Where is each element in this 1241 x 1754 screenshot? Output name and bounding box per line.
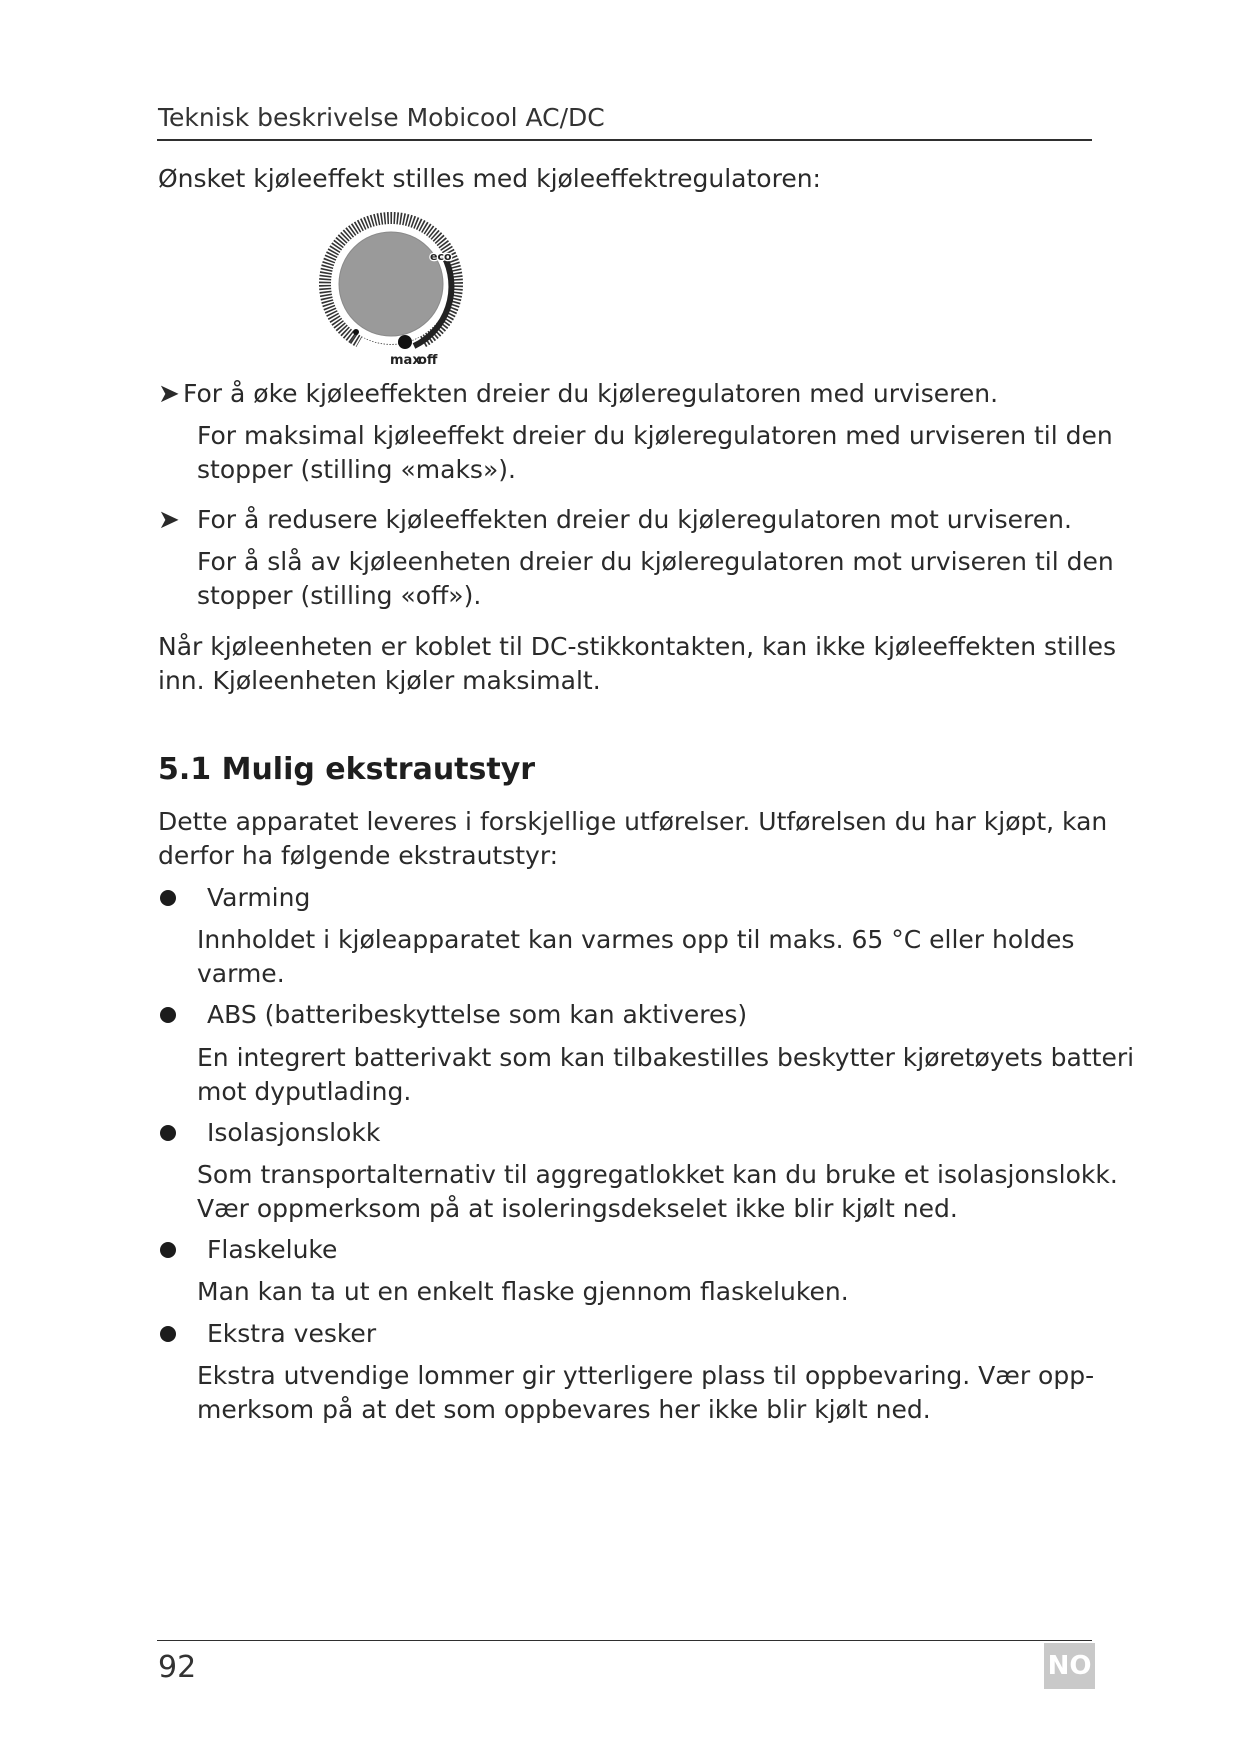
section-heading: 5.1 Mulig ekstrautstyr: [158, 752, 536, 787]
list-bullet-dot: [160, 1242, 176, 1258]
running-header: Teknisk beskrivelse Mobicool AC/DC: [158, 103, 605, 132]
instruction-detail: stopper (stilling «maks»).: [197, 455, 516, 484]
list-item-desc: Man kan ta ut en enkelt flaske gjennom flaskeluken.: [197, 1277, 849, 1306]
instruction-detail: For maksimal kjøleeffekt dreier du kjøleregulatoren med urviseren til den: [197, 421, 1113, 450]
list-item-desc: merksom på at det som oppbevares her ikke blir kjølt ned.: [197, 1395, 931, 1424]
list-item-desc: Som transportalternativ til aggregatlokket kan du bruke et isolasjonslokk.: [197, 1160, 1118, 1189]
page-number: 92: [158, 1650, 197, 1685]
footer-rule: [157, 1640, 1092, 1641]
dial-label-max: max: [390, 353, 421, 368]
header-rule: [157, 139, 1092, 141]
list-item-title: Ekstra vesker: [207, 1319, 377, 1348]
instruction-detail: For å slå av kjøleenheten dreier du kjøleregulatoren mot urviseren til den: [197, 547, 1114, 576]
list-item-title: Isolasjonslokk: [207, 1118, 381, 1147]
arrow-bullet: ➤: [158, 505, 180, 535]
dial-knob: [339, 232, 443, 336]
list-item-desc: En integrert batterivakt som kan tilbakestilles beskytter kjøretøyets batteri: [197, 1043, 1135, 1072]
intro-text: Ønsket kjøleeffekt stilles med kjøleeffektregulatoren:: [158, 164, 821, 193]
list-bullet-dot: [160, 1326, 176, 1342]
list-item-title: Varming: [207, 883, 311, 912]
dial-label-eco: eco: [430, 250, 452, 263]
dial-small-dot: [353, 329, 359, 335]
arrow-bullet: ➤: [158, 379, 180, 409]
list-bullet-dot: [160, 1125, 176, 1141]
list-bullet-dot: [160, 890, 176, 906]
list-bullet-dot: [160, 1007, 176, 1023]
instruction-main: For å øke kjøleeffekten dreier du kjøleregulatoren med urviseren.: [183, 379, 999, 408]
instruction-detail: stopper (stilling «off»).: [197, 581, 482, 610]
list-item-desc: Innholdet i kjøleapparatet kan varmes opp til maks. 65 °C eller holdes: [197, 925, 1075, 954]
section-intro: derfor ha følgende ekstrautstyr:: [158, 841, 559, 870]
list-item-desc: Vær oppmerksom på at isoleringsdekselet ikke blir kjølt ned.: [197, 1194, 958, 1223]
dc-note: Når kjøleenheten er koblet til DC-stikkontakten, kan ikke kjøleeffekten stilles: [158, 632, 1117, 661]
list-item-title: Flaskeluke: [207, 1235, 338, 1264]
section-intro: Dette apparatet leveres i forskjellige utførelser. Utførelsen du har kjøpt, kan: [158, 807, 1108, 836]
thermostat-dial-illustration: [306, 204, 476, 374]
list-item-desc: mot dyputlading.: [197, 1077, 412, 1106]
list-item-desc: Ekstra utvendige lommer gir ytterligere plass til oppbevaring. Vær opp-: [197, 1361, 1095, 1390]
dc-note: inn. Kjøleenheten kjøler maksimalt.: [158, 666, 601, 695]
dial-pointer-dot: [398, 335, 412, 349]
list-item-desc: varme.: [197, 959, 285, 988]
language-tab: NO: [1044, 1643, 1095, 1689]
list-item-title: ABS (batteribeskyttelse som kan aktiveres): [207, 1000, 748, 1029]
dial-label-off: off: [418, 353, 438, 368]
instruction-main: For å redusere kjøleeffekten dreier du kjøleregulatoren mot urviseren.: [197, 505, 1072, 534]
